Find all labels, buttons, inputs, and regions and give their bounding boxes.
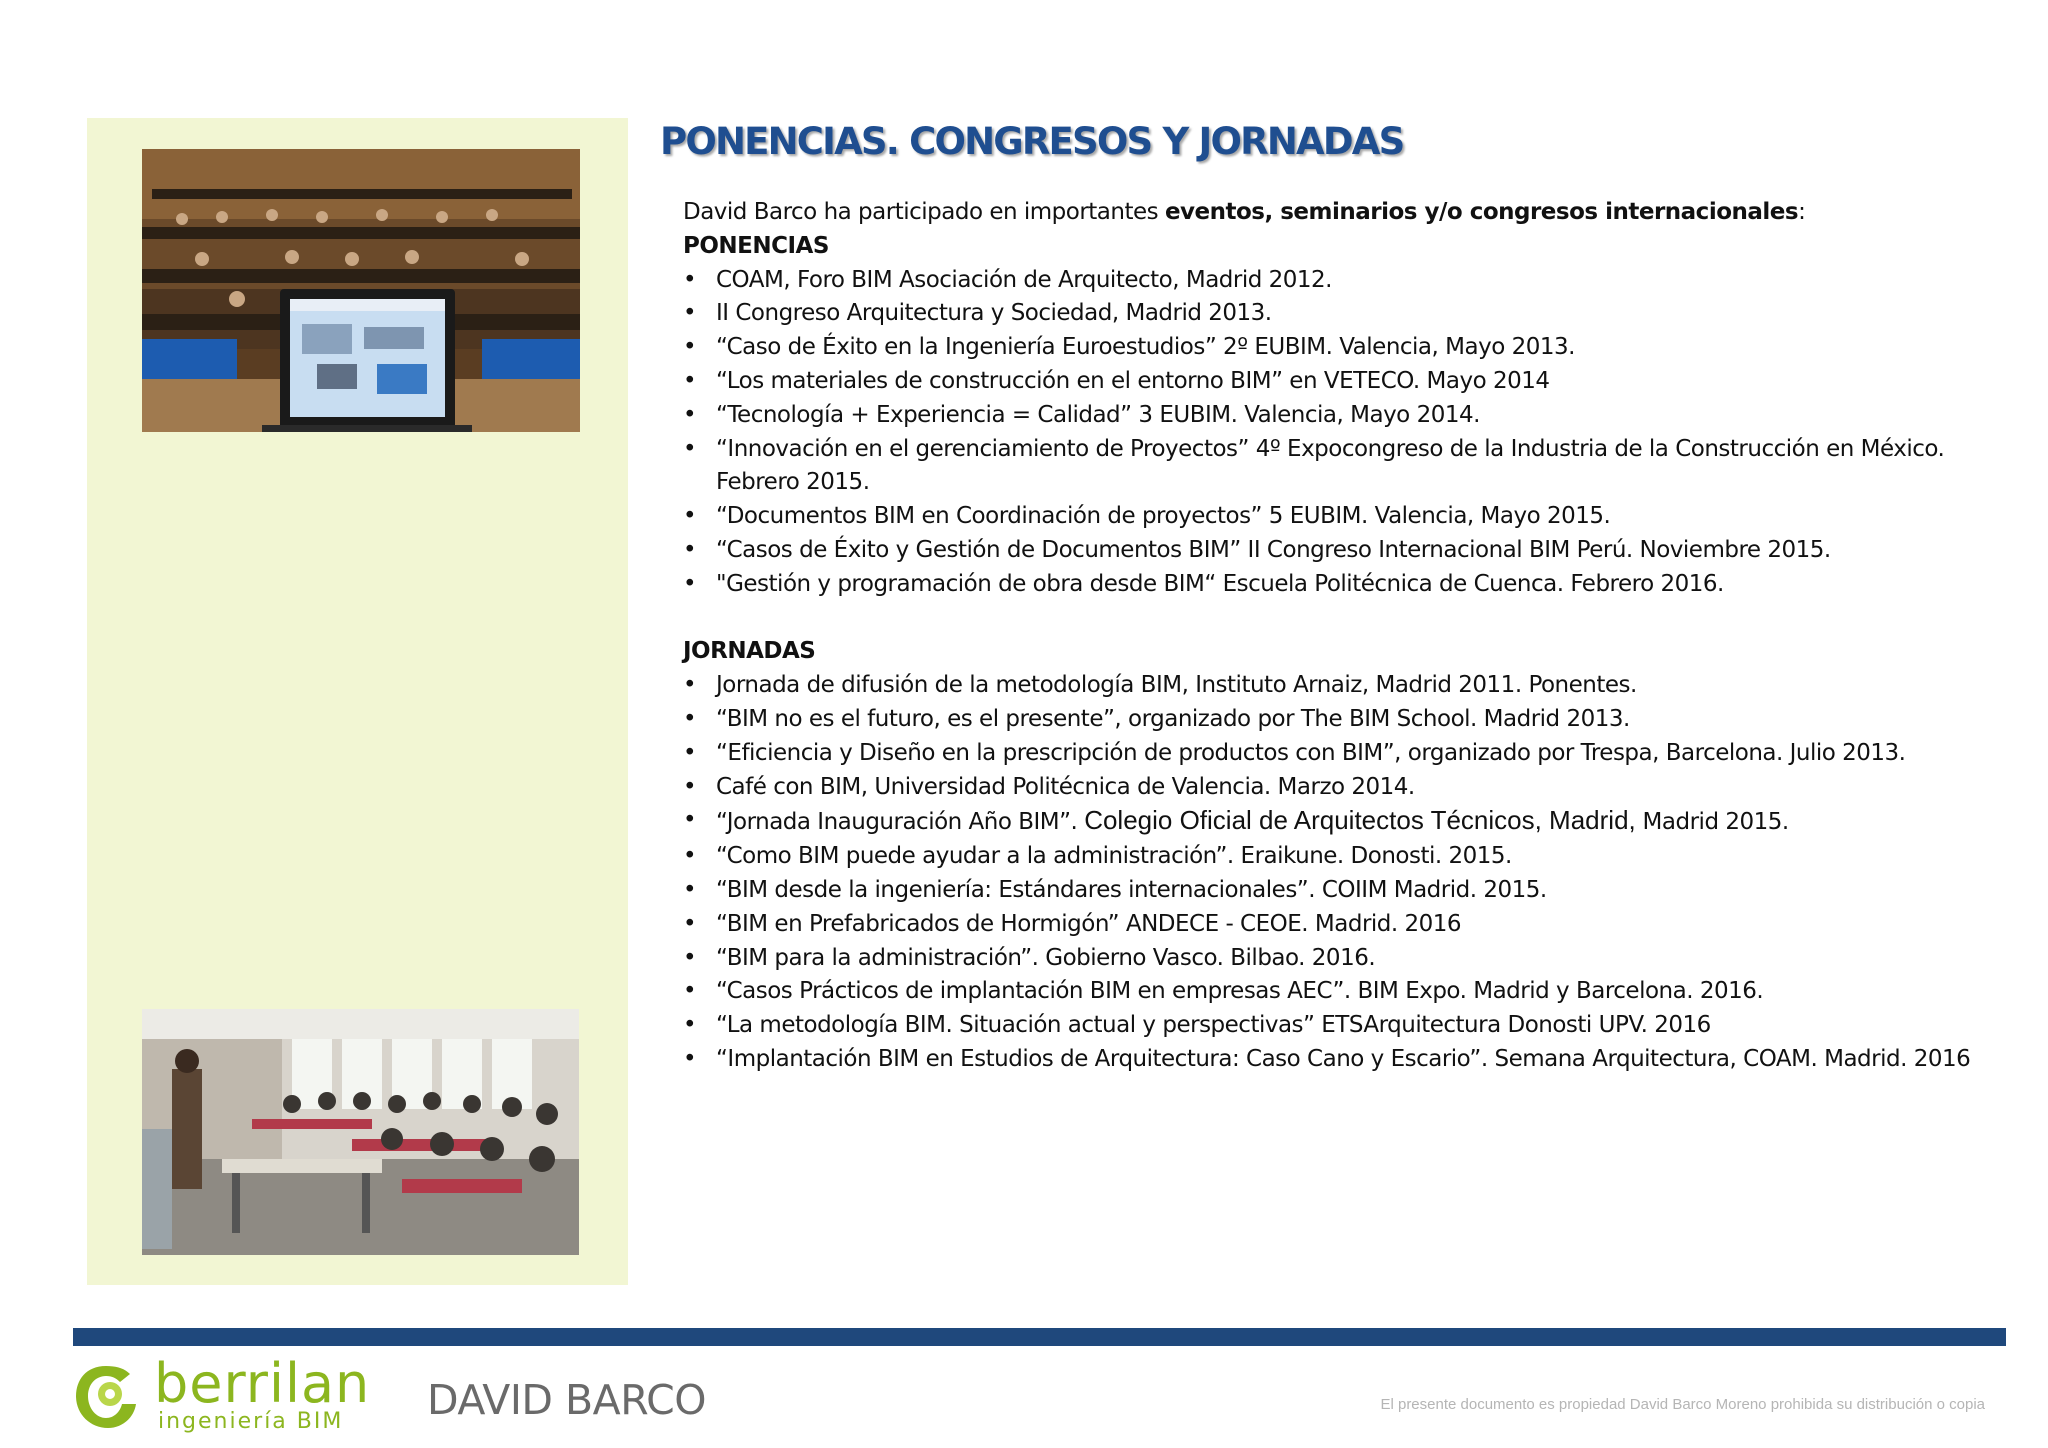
- jornadas-list: [683, 669, 1983, 1077]
- logo-tagline: ingeniería BIM: [158, 1409, 344, 1434]
- list-item: • “Los materiales de construcción en el entorno BIM” en VETECO. Mayo 2014: [683, 365, 1983, 399]
- page-title: PONENCIAS. CONGRESOS Y JORNADAS: [660, 120, 1404, 163]
- intro-text: David Barco ha participado en importantes eventos, seminarios y/o congresos internacionales:: [683, 199, 1806, 225]
- list-item: • “Eficiencia y Diseño en la prescripción de productos con BIM”, organizado por Trespa, Barcelona. Julio 2013.: [683, 737, 1983, 771]
- list-item: • “Innovación en el gerenciamiento de Proyectos” 4º Expocongreso de la Industria de la Construcción en México. Febrero 2015.: [683, 433, 1996, 501]
- list-item: • “Jornada Inauguración Año BIM”. Colegio Oficial de Arquitectos Técnicos, Madrid, Madrid 2015.: [683, 804, 1983, 840]
- list-item: • “Caso de Éxito en la Ingeniería Euroestudios” 2º EUBIM. Valencia, Mayo 2013.: [683, 331, 1983, 365]
- jornadas-heading: JORNADAS: [683, 638, 816, 665]
- list-item: • “La metodología BIM. Situación actual y perspectivas” ETSArquitectura Donosti UPV. 2016: [683, 1009, 1983, 1043]
- list-item: • “Casos de Éxito y Gestión de Documentos BIM” II Congreso Internacional BIM Perú. Noviembre 2015.: [683, 534, 1983, 568]
- logo-name: berrilan: [154, 1352, 371, 1415]
- list-item: • “BIM desde la ingeniería: Estándares internacionales”. COIIM Madrid. 2015.: [683, 874, 1983, 908]
- list-item: • Café con BIM, Universidad Politécnica de Valencia. Marzo 2014.: [683, 771, 1983, 805]
- ponencias-heading: PONENCIAS: [683, 232, 829, 259]
- company-logo: [72, 1352, 382, 1440]
- conference-auditorium-photo: [142, 149, 580, 432]
- ponencias-list: [683, 264, 1983, 602]
- section-spacer: [683, 602, 1983, 636]
- seminar-classroom-photo: [142, 1009, 579, 1255]
- list-item: • “BIM no es el futuro, es el presente”, organizado por The BIM School. Madrid 2013.: [683, 703, 1983, 737]
- author-name: DAVID BARCO: [427, 1376, 707, 1424]
- list-item: • Jornada de difusión de la metodología BIM, Instituto Arnaiz, Madrid 2011. Ponentes.: [683, 669, 1983, 703]
- list-item: • “Implantación BIM en Estudios de Arquitectura: Caso Cano y Escario”. Semana Arquitectura, COAM. Madrid. 2016: [683, 1043, 1996, 1077]
- list-item: • “Documentos BIM en Coordinación de proyectos” 5 EUBIM. Valencia, Mayo 2015.: [683, 500, 1983, 534]
- list-item: • “Casos Prácticos de implantación BIM en empresas AEC”. BIM Expo. Madrid y Barcelona. 2016.: [683, 975, 1983, 1009]
- copyright-disclaimer: El presente documento es propiedad David Barco Moreno prohibida su distribución o copia: [1380, 1396, 1985, 1413]
- list-item: • “BIM para la administración”. Gobierno Vasco. Bilbao. 2016.: [683, 942, 1983, 976]
- berrilan-logo-mark-icon: [72, 1360, 140, 1434]
- content-body: [683, 196, 1983, 1077]
- list-item: • “Tecnología + Experiencia = Calidad” 3 EUBIM. Valencia, Mayo 2014.: [683, 399, 1983, 433]
- list-item: • “BIM en Prefabricados de Hormigón” ANDECE - CEOE. Madrid. 2016: [683, 908, 1983, 942]
- list-item: • COAM, Foro BIM Asociación de Arquitecto, Madrid 2012.: [683, 264, 1983, 298]
- footer-bar: [73, 1328, 2006, 1346]
- list-item: • "Gestión y programación de obra desde BIM“ Escuela Politécnica de Cuenca. Febrero 2016.: [683, 568, 1983, 602]
- list-item: • “Como BIM puede ayudar a la administración”. Eraikune. Donosti. 2015.: [683, 840, 1983, 874]
- list-item: • II Congreso Arquitectura y Sociedad, Madrid 2013.: [683, 297, 1983, 331]
